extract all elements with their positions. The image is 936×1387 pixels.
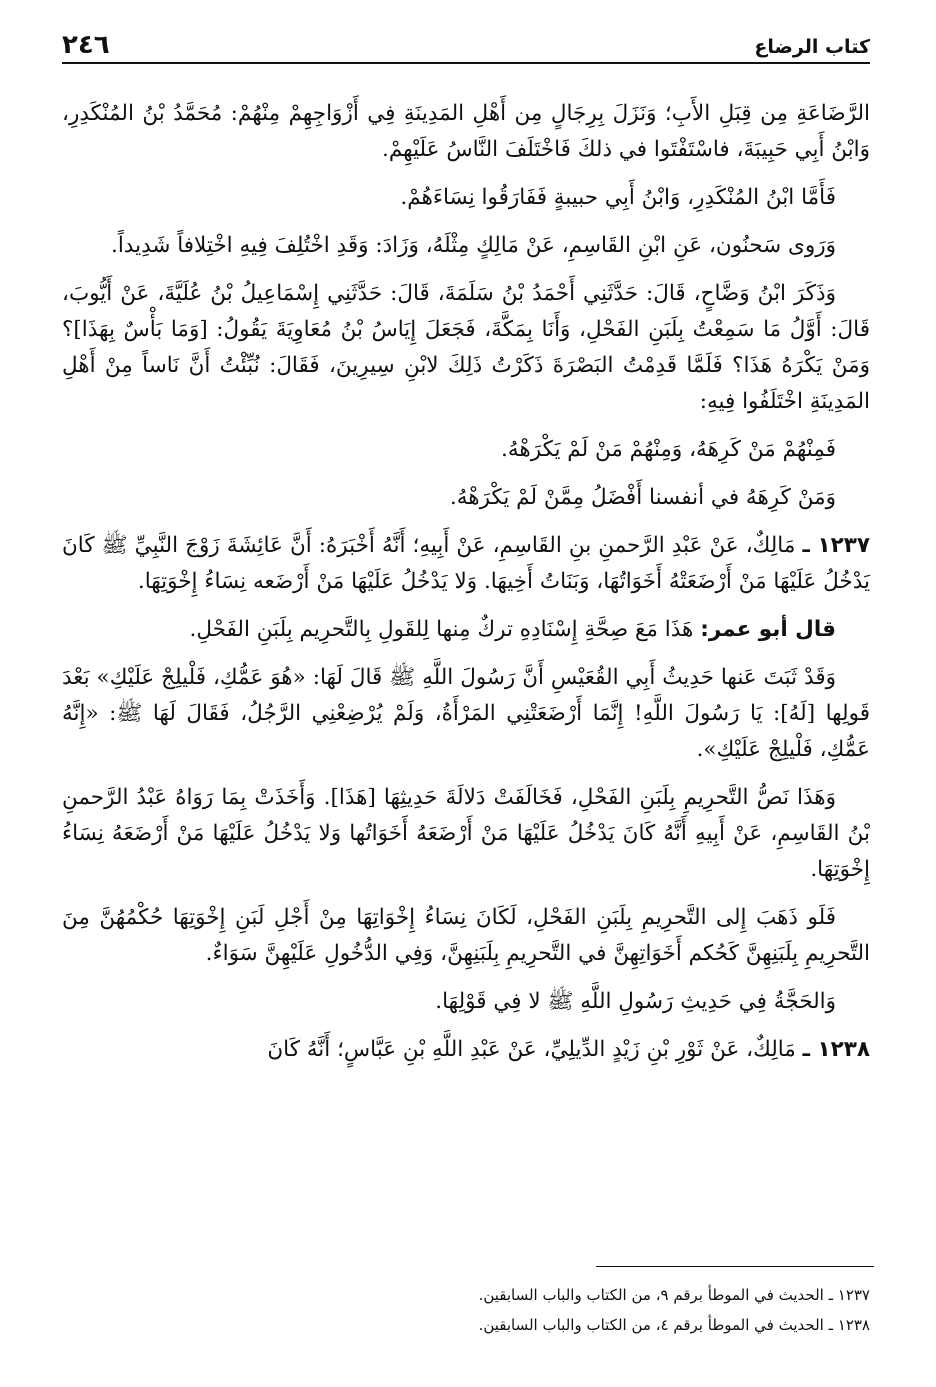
footnote-1238: ١٢٣٨ ـ الحديث في الموطأ برقم ٤، من الكتاب والباب السابقين. [478, 1316, 870, 1334]
main-text [62, 96, 870, 1080]
page-header [62, 28, 870, 62]
hadith-1238 [62, 1032, 870, 1068]
paragraph-2: فَأَمَّا ابْنُ المُنْكَدِرِ، وَابْنُ أَبِي حبيبةٍ فَفَارَقُوا نِسَاءَهُمْ. [400, 185, 836, 210]
paragraph-11: فَلَو ذَهَبَ إِلى التَّحرِيمِ بِلَبَنِ الفَحْلِ، لَكَانَ نِسَاءُ إِخْوَاتِهَا مِنْ أَجْلِ لَبَنِ إِخْوَتِهَا حُكْمُهُنَّ مِنَ التَّحرِيمِ بِلَبَنِهِنَّ كَحُكم أَخَوَاتِهِنَّ في التَّحرِيمِ بِلَبَنِهِنَّ، وَفِي الدُّخُولِ عَلَيْهِنَّ سَوَاءٌ. [62, 905, 870, 966]
footnotes [62, 1280, 870, 1340]
speaker-lead: قال أبو عمر: [700, 617, 836, 642]
page-number: ٢٤٦ [62, 30, 110, 60]
speaker-text: هَذَا مَعَ صِحَّةِ إِسْنَادِهِ تركٌ مِنها لِلقَولِ بِالتَّحرِيم بِلَبَنِ الفَحْلِ. [189, 617, 701, 642]
paragraph-9: وَقَدْ ثَبَتَ عَنها حَدِيثُ أَبِي القُعَيْسِ أَنَّ رَسُولَ اللَّهِ ﷺ قَالَ لَهَا: «هُوَ عَمُّكِ، فَلْيلِجْ عَلَيْكِ» بَعْدَ قَولِها [لَهُ]: يَا رَسُولَ اللَّهِ! إِنَّمَا أَرْضَعَتْنِي المَرْأَةُ، وَلَمْ يُرْضِعْنِي الرَّجُلُ، فَقَالَ لَهَا ﷺ: «إِنَّهُ عَمُّكِ، فَلْيلِجْ عَلَيْكِ». [62, 665, 870, 762]
paragraph-1: الرَّضَاعَةِ مِن قِبَلِ الأَبِ؛ وَنَزَلَ بِرِجَالٍ مِن أَهْلِ المَدِينَةِ فِي أَزْوَاجِهِمْ مِنْهُمْ: مُحَمَّدُ بْنُ المُنْكَدِرِ، وَابْنُ أَبِي حَبِيبَةَ، فاسْتَفْتَوا في ذلكَ فَاخْتَلَفَ النَّاسُ عَلَيْهِمْ. [62, 101, 870, 162]
hadith-number-1237: ١٢٣٧ ـ [802, 533, 870, 558]
footnote-1237: ١٢٣٧ ـ الحديث في الموطأ برقم ٩، من الكتاب والباب السابقين. [478, 1286, 870, 1304]
paragraph-6: وَمَنْ كَرِهَهُ في أنفسنا أَفْضَلُ مِمَّنْ لَمْ يَكْرَهْهُ. [449, 485, 836, 510]
paragraph-12: وَالحَجَّةُ فِي حَدِيثِ رَسُولِ اللَّهِ ﷺ لا فِي قَوْلِهَا. [435, 989, 836, 1014]
hadith-text-1238: مَالِكٌ، عَنْ ثَوْرِ بْنِ زَيْدٍ الدِّيلِيِّ، عَنْ عَبْدِ اللَّهِ بْنِ عَبَّاسٍ؛ أَنَّهُ كَانَ [267, 1037, 803, 1062]
paragraph-3: وَرَوى سَحنُون، عَنِ ابْنِ القَاسِمِ، عَنْ مَالِكٍ مِثْلَهُ، وَزَادَ: وَقَدِ اخْتُلِفَ فِيهِ اخْتِلافاً شَدِيداً. [111, 233, 836, 258]
header-rule [62, 62, 870, 64]
footnote-rule [596, 1266, 874, 1267]
paragraph-4: وَذَكَرَ ابْنُ وَضَّاحٍ، قَالَ: حَدَّثَنِي أَحْمَدُ بْنُ سَلَمَةَ، قَالَ: حَدَّثَنِي إِسْمَاعِيلُ بْنُ عُلَيَّةَ، عَنْ أَيُّوبَ، قَالَ: أَوَّلُ مَا سَمِعْتُ بِلَبَنِ الفَحْلِ، وَأَنَا بِمَكَّةَ، فَجَعَلَ إِيَاسُ بْنُ مُعَاوِيَةَ يَقُولُ: [وَمَا بَأْسٌ بِهَذَا]؟ وَمَنْ يَكْرَهُ هَذَا؟ فَلَمَّا قَدِمْتُ البَصْرَةَ ذَكَرْتُ ذَلِكَ لابْنِ سِيرِينَ، فَقَالَ: نُبِّئْتُ أَنَّ نَاساً مِنْ أَهْلِ المَدِينَةِ اخْتَلَفُوا فِيهِ: [62, 281, 870, 414]
paragraph-abu-umar [62, 612, 870, 648]
hadith-number-1238: ١٢٣٨ ـ [802, 1037, 870, 1062]
paragraph-5: فَمِنْهُمْ مَنْ كَرِهَهُ، وَمِنْهُمْ مَنْ لَمْ يَكْرَهْهُ. [501, 437, 836, 462]
paragraph-10: وَهَذَا نَصُّ التَّحرِيمِ بِلَبَنِ الفَحْلِ، فَخَالَفَتْ دَلالَةَ حَدِيثِهَا [هَذَا]. وَأَخَذَتْ بِمَا رَوَاهُ عَبْدُ الرَّحمنِ بْنُ القَاسِمِ، عَنْ أَبِيهِ أَنَّهُ كَانَ يَدْخُلُ عَلَيْهَا مَنْ أَرْضَعَهُ أَخَوَاتُها وَلا يَدْخُلُ عَلَيْهَا مَنْ أَرْضَعَهُ نِسَاءُ إِخْوَتِهَا. [62, 785, 870, 882]
hadith-text-1237: مَالِكٌ، عَنْ عَبْدِ الرَّحمنِ بنِ القَاسِمِ، عَنْ أَبِيهِ؛ أَنَّهُ أَخْبَرَهُ: أَنَّ عَائِشَةَ زَوْجَ النَّبِيِّ ﷺ كَانَ يَدْخُلُ عَلَيْهَا مَنْ أَرْضَعَتْهُ أَخَوَاتُهَا، وَبَنَاتُ أَخِيهَا. وَلا يَدْخُلُ عَلَيْهَا مَنْ أَرْضَعه نِسَاءُ إِخْوَتِهَا. [62, 533, 870, 594]
running-title: كتاب الرضاع [754, 36, 870, 58]
hadith-1237 [62, 528, 870, 600]
